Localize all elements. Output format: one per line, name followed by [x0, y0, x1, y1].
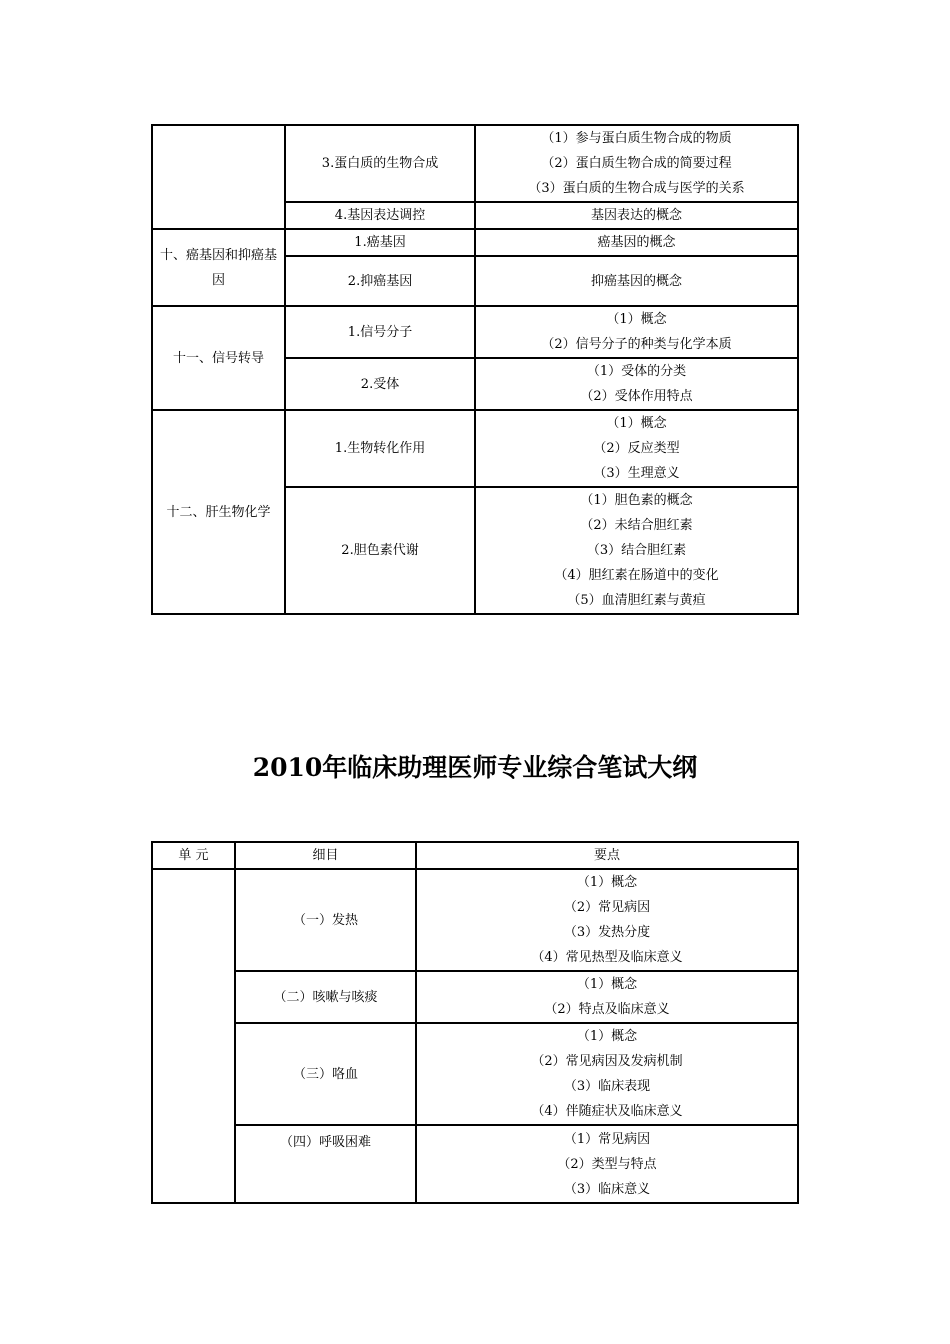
points-cell: 抑癌基因的概念 [476, 257, 799, 307]
unit-cell: 十二、肝生物化学 [153, 411, 286, 615]
item-cell: 3.蛋白质的生物合成 [286, 126, 476, 203]
points-cell: （1）胆色素的概念 （2）未结合胆红素 （3）结合胆红素 （4）胆红素在肠道中的变化 （5）血清胆红素与黄疸 [476, 488, 799, 615]
table-row [153, 230, 799, 257]
unit-cell [153, 126, 286, 230]
unit-cell: 十、癌基因和抑癌基因 [153, 230, 286, 307]
points-cell: （1）概念 （2）特点及临床意义 [417, 972, 799, 1024]
points-cell: （1）概念 （2）信号分子的种类与化学本质 [476, 307, 799, 359]
table-header-row [153, 843, 799, 870]
points-cell: （1）受体的分类 （2）受体作用特点 [476, 359, 799, 411]
item-cell: 1.生物转化作用 [286, 411, 476, 488]
points-cell: （1）参与蛋白质生物合成的物质 （2）蛋白质生物合成的简要过程 （3）蛋白质的生物合成与医学的关系 [476, 126, 799, 203]
unit-cell [153, 870, 236, 1204]
table-row [153, 126, 799, 203]
item-cell: 2.胆色素代谢 [286, 488, 476, 615]
item-cell: 2.抑癌基因 [286, 257, 476, 307]
header-points: 要点 [417, 843, 799, 870]
points-cell: 基因表达的概念 [476, 203, 799, 230]
item-cell: （四）呼吸困难 [236, 1126, 417, 1204]
table-row [153, 870, 799, 972]
item-cell: 4.基因表达调控 [286, 203, 476, 230]
table-row [153, 411, 799, 488]
outline-table-continued [151, 124, 799, 615]
points-cell: 癌基因的概念 [476, 230, 799, 257]
table-row [153, 972, 799, 1024]
outline-table [151, 841, 799, 1204]
item-cell: （二）咳嗽与咳痰 [236, 972, 417, 1024]
table-row [153, 1024, 799, 1126]
item-cell: 1.信号分子 [286, 307, 476, 359]
points-cell: （1）概念 （2）常见病因及发病机制 （3）临床表现 （4）伴随症状及临床意义 [417, 1024, 799, 1126]
item-cell: 2.受体 [286, 359, 476, 411]
points-cell: （1）概念 （2）反应类型 （3）生理意义 [476, 411, 799, 488]
item-cell: （一）发热 [236, 870, 417, 972]
header-unit: 单 元 [153, 843, 236, 870]
table-row [153, 1126, 799, 1204]
table-row [153, 307, 799, 359]
points-cell: （1）概念 （2）常见病因 （3）发热分度 （4）常见热型及临床意义 [417, 870, 799, 972]
unit-cell: 十一、信号转导 [153, 307, 286, 411]
points-cell: （1）常见病因 （2）类型与特点 （3）临床意义 [417, 1126, 799, 1204]
item-cell: 1.癌基因 [286, 230, 476, 257]
header-item: 细目 [236, 843, 417, 870]
item-cell: （三）咯血 [236, 1024, 417, 1126]
document-title: 2010年临床助理医师专业综合笔试大纲 [252, 753, 698, 782]
